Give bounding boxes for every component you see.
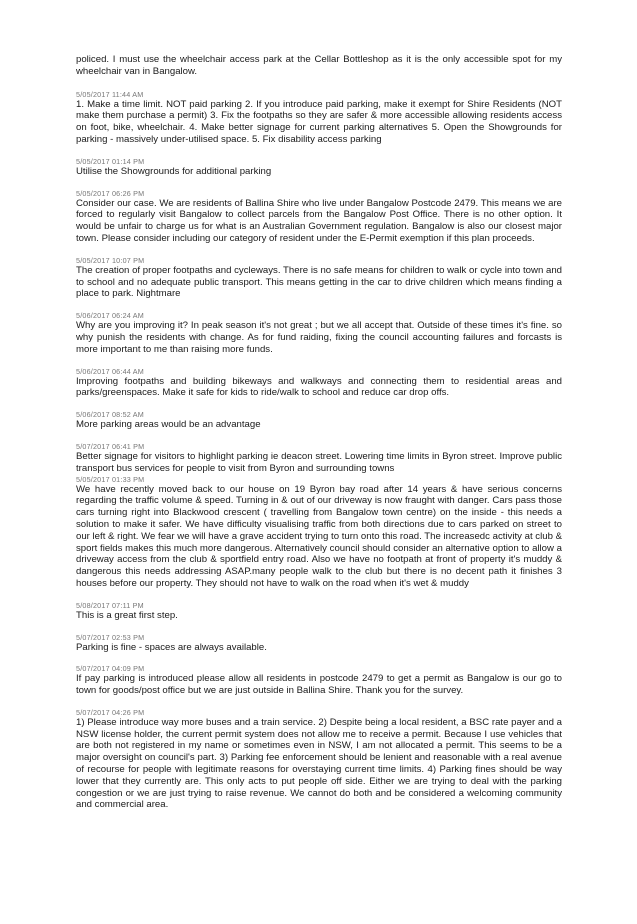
comment-entry (76, 90, 562, 146)
comment-timestamp: 5/05/2017 11:44 AM (76, 89, 144, 99)
comment-text: This is a great first step. (76, 609, 178, 621)
comment-entry (76, 475, 562, 590)
comment-timestamp: 5/08/2017 07:11 PM (76, 600, 144, 610)
comment-entry (76, 633, 562, 654)
comment-text: Better signage for visitors to highlight parking ie deacon street. Lowering time limits in Byron street. Improve public transport bus services for people to visit from Byron and surrounding towns (76, 450, 562, 474)
comment-text: Why are you improving it? In peak season it's not great ; but we all accept that. Outside of these times it's fine. so why punish the residents with change. As for fund raiding, fixing the council accounting failures and forcasts is more important to me than raising more funds. (76, 320, 562, 355)
comment-timestamp: 5/06/2017 08:52 AM (76, 410, 144, 420)
comment-timestamp: 5/05/2017 01:14 PM (76, 156, 145, 166)
comment-text: More parking areas would be an advantage (76, 419, 261, 431)
comment-timestamp: 5/07/2017 02:53 PM (76, 632, 145, 642)
comment-entry (76, 157, 562, 178)
comment-entry (76, 189, 562, 245)
comment-text: Utilise the Showgrounds for additional parking (76, 165, 272, 177)
comment-text: Improving footpaths and building bikeways and walkways and connecting them to residential areas and parks/greenspaces. Make it safe for kids to ride/walk to school and reduce car drop offs. (76, 375, 562, 399)
comment-text: The creation of proper footpaths and cycleways. There is no safe means for children to walk or cycle into town and to school and no adequate public transport. This means getting in the car to drive children which means finding a place to park. Nightmare (76, 264, 562, 300)
comment-text: 1. Make a time limit. NOT paid parking 2. If you introduce paid parking, make it exempt for Shire Residents (NOT make them purchase a permit) 3. Fix the footpaths so they are safer & more accessible allowing residents access on foot, bike, wheelchair. 4. Make better signage for current parking alternatives 5. Open the Showgrounds for parking - massively under-utilised space. 5. Fix disability access parking (76, 98, 562, 145)
comment-text: Parking is fine - spaces are always available. (76, 641, 267, 653)
comment-text: We have recently moved back to our house on 19 Byron bay road after 14 years & have serious concerns regarding the traffic volume & speed. Turning in & out of our driveway is now fraught with danger. Cars pass those cars turning right into Blackwood crescent ( travelling from Bangalow town centre) on the inside - this needs a solution to make it safer. We have difficulty visualising traffic from both directions due to cars parked on street to our left & right. We fear we will have a grave accident trying to turn onto this road. The increasedc activity at club & sport fields makes this much more dangerous. Alternatively council should consider an alternative option to allow a driveway access from the club & sportfield entry road. Also we have no footpath at front of property it's muddy & dangerous this needs addressing ASAP.many people walk to the club but there is no decent path it finishes 3 houses before our property. They should not have to walk on the road when it's wet & muddy (76, 483, 562, 589)
comment-text: 1) Please introduce way more buses and a train service. 2) Despite being a local resident, a BSC rate payer and a NSW license holder, the current permit system does not allow me to receive a permit. Because I use vehicles that are both not registered in my name or sometimes even in NSW, I am not allocated a permit. This seems to be a major oversight on council's part. 3) Parking fee enforcement should be lenient and reasonable with a real avenue of recourse for people with legitimate reasons for overstaying current time limits. 4) Parking fines should be way lower that they currently are. This only acts to put people off side. Either we are trying to deal with the parking congestion or we are just trying to raise revenue. We cannot do both and be considered a welcoming community and commercial area. (76, 716, 562, 811)
comment-timestamp: 5/06/2017 06:24 AM (76, 311, 144, 321)
comment-entry (76, 256, 562, 300)
comment-timestamp: 5/07/2017 04:09 PM (76, 664, 145, 674)
comment-text: Consider our case. We are residents of Ballina Shire who live under Bangalow Postcode 2479. This means we are forced to regularly visit Bangalow to collect parcels from the Bangalow Post Office. There is no other option. It would be unfair to charge us for what is an Australian Government regulation. Bangalow is also our closest major town. Please consider including our category of resident under the E-Permit exemption if this plan proceeds. (76, 197, 562, 244)
comment-entry (76, 664, 562, 697)
intro-paragraph: policed. I must use the wheelchair access park at the Cellar Bottleshop as it is the only accessible spot for my wheelchair van in Bangalow. (76, 54, 562, 77)
comment-entry (76, 410, 562, 431)
comment-timestamp: 5/05/2017 06:26 PM (76, 188, 145, 198)
comment-timestamp: 5/05/2017 10:07 PM (76, 255, 145, 265)
comment-timestamp: 5/05/2017 01:33 PM (76, 474, 145, 484)
comment-entry (76, 367, 562, 400)
comment-timestamp: 5/07/2017 04:26 PM (76, 707, 145, 717)
comment-entry (76, 601, 562, 622)
comment-timestamp: 5/07/2017 06:41 PM (76, 441, 145, 451)
comment-text: If pay parking is introduced please allow all residents in postcode 2479 to get a permit as Bangalow is our go to town for goods/post office but we are just outside in Ballina Shire. Thank you for the survey. (76, 673, 562, 697)
comment-entry (76, 442, 562, 475)
comment-entry (76, 708, 562, 811)
document-page (76, 54, 562, 822)
comment-timestamp: 5/06/2017 06:44 AM (76, 366, 144, 376)
comment-entry (76, 311, 562, 355)
